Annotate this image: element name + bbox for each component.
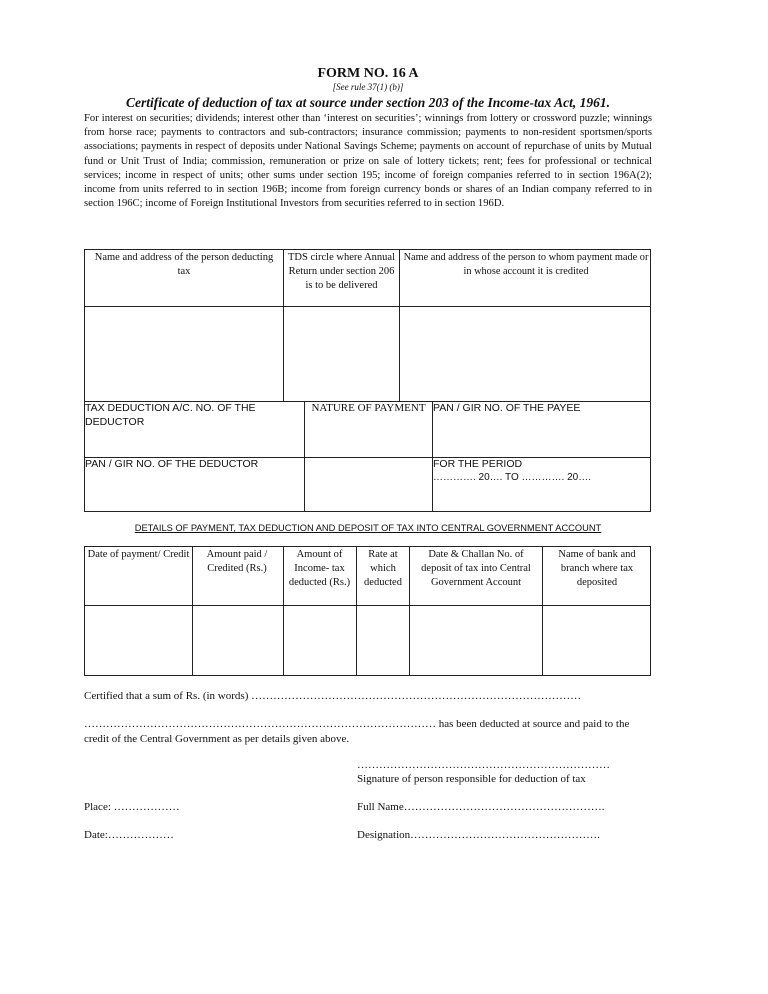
full-name-field[interactable]: Full Name……………………………………………….	[357, 801, 605, 813]
amount-paid-field[interactable]	[193, 606, 283, 675]
date-field[interactable]: Date:………………	[84, 829, 174, 841]
period-label: FOR THE PERIOD	[433, 458, 523, 470]
tds-circle-header: TDS circle where Annual Return under section 206 is to be delivered	[287, 252, 395, 291]
designation-field[interactable]: Designation…………………………………………….	[357, 829, 600, 841]
grid-line	[432, 401, 433, 511]
deductor-header: Name and address of the person deducting tax	[94, 252, 274, 277]
col-tax-deducted: Amount of Income- tax deducted (Rs.)	[288, 549, 351, 588]
payee-header: Name and address of the person to whom payment made or in whose account it is credited	[403, 252, 649, 277]
bank-field[interactable]	[543, 606, 650, 675]
place-field[interactable]: Place: ………………	[84, 801, 180, 813]
challan-field[interactable]	[410, 606, 542, 675]
signature-label: Signature of person responsible for deduction of tax	[357, 773, 586, 785]
certification-line-2: …………………………………………………………………………………… has been deducted at source and paid to the	[84, 718, 630, 730]
rate-field[interactable]	[357, 606, 409, 675]
col-bank: Name of bank and branch where tax deposited	[558, 549, 636, 588]
tax-deducted-field[interactable]	[284, 606, 356, 675]
pan-deductor-label: PAN / GIR NO. OF THE DEDUCTOR	[85, 458, 259, 470]
certificate-title: Certificate of deduction of tax at source under section 203 of the Income-tax Act, 1961.	[126, 95, 610, 110]
deductor-payee-table	[84, 249, 651, 512]
payee-name-field[interactable]	[400, 310, 650, 401]
form-title: FORM NO. 16 A	[317, 66, 419, 81]
nature-of-payment-field[interactable]	[305, 458, 432, 511]
payment-details-table	[84, 546, 651, 676]
certification-line-3: credit of the Central Government as per details given above.	[84, 733, 350, 745]
signature-line: ……………………………………………………………	[357, 759, 610, 771]
nature-of-payment-label: NATURE OF PAYMENT	[311, 402, 426, 414]
date-of-payment-field[interactable]	[85, 606, 192, 675]
grid-line	[85, 306, 650, 307]
tds-circle-field[interactable]	[284, 310, 399, 401]
intro-paragraph: For interest on securities; dividends; interest other than ‘interest on securities’; winnings from lottery or crossword puzzle; winnings from horse race; payments to contractors and sub-contractors; insurance commission; payments to non-resident sportsmen/sports associations; payments in respect of deposits under National Savings Scheme; payments on account of repurchase of units by Mutual fund or Unit Trust of India; commission, remuneration or prize on sale of lottery tickets; rent; fees for professional or technical services; income in respect of units; other sums under section 195; income of foreign companies referred to in section 196A(2); income from units referred to in section 196B; income from foreign currency bonds or shares of an Indian company referred to in section 196C; income of Foreign Institutional Investors from securities referred to in section 196D.	[84, 113, 652, 210]
period-value: …………. 20…. TO …………. 20….	[433, 472, 591, 483]
pan-payee-label: PAN / GIR NO. OF THE PAYEE	[433, 402, 581, 414]
col-amount-paid: Amount paid / Credited (Rs.)	[206, 549, 268, 574]
details-heading: DETAILS OF PAYMENT, TAX DEDUCTION AND DEPOSIT OF TAX INTO CENTRAL GOVERNMENT ACCOUNT	[134, 523, 602, 533]
col-date-of-payment: Date of payment/ Credit	[87, 549, 190, 560]
rule-reference: [See rule 37(1) (b)]	[332, 82, 404, 92]
certification-line-1: Certified that a sum of Rs. (in words) ………………………………………………………………………………	[84, 690, 582, 702]
deductor-name-field[interactable]	[85, 310, 283, 401]
col-challan: Date & Challan No. of deposit of tax into Central Government Account	[421, 549, 531, 588]
form-header	[84, 66, 652, 211]
col-rate: Rate at which deducted	[364, 549, 402, 588]
tan-label: TAX DEDUCTION A/C. NO. OF THE DEDUCTOR	[85, 402, 256, 428]
